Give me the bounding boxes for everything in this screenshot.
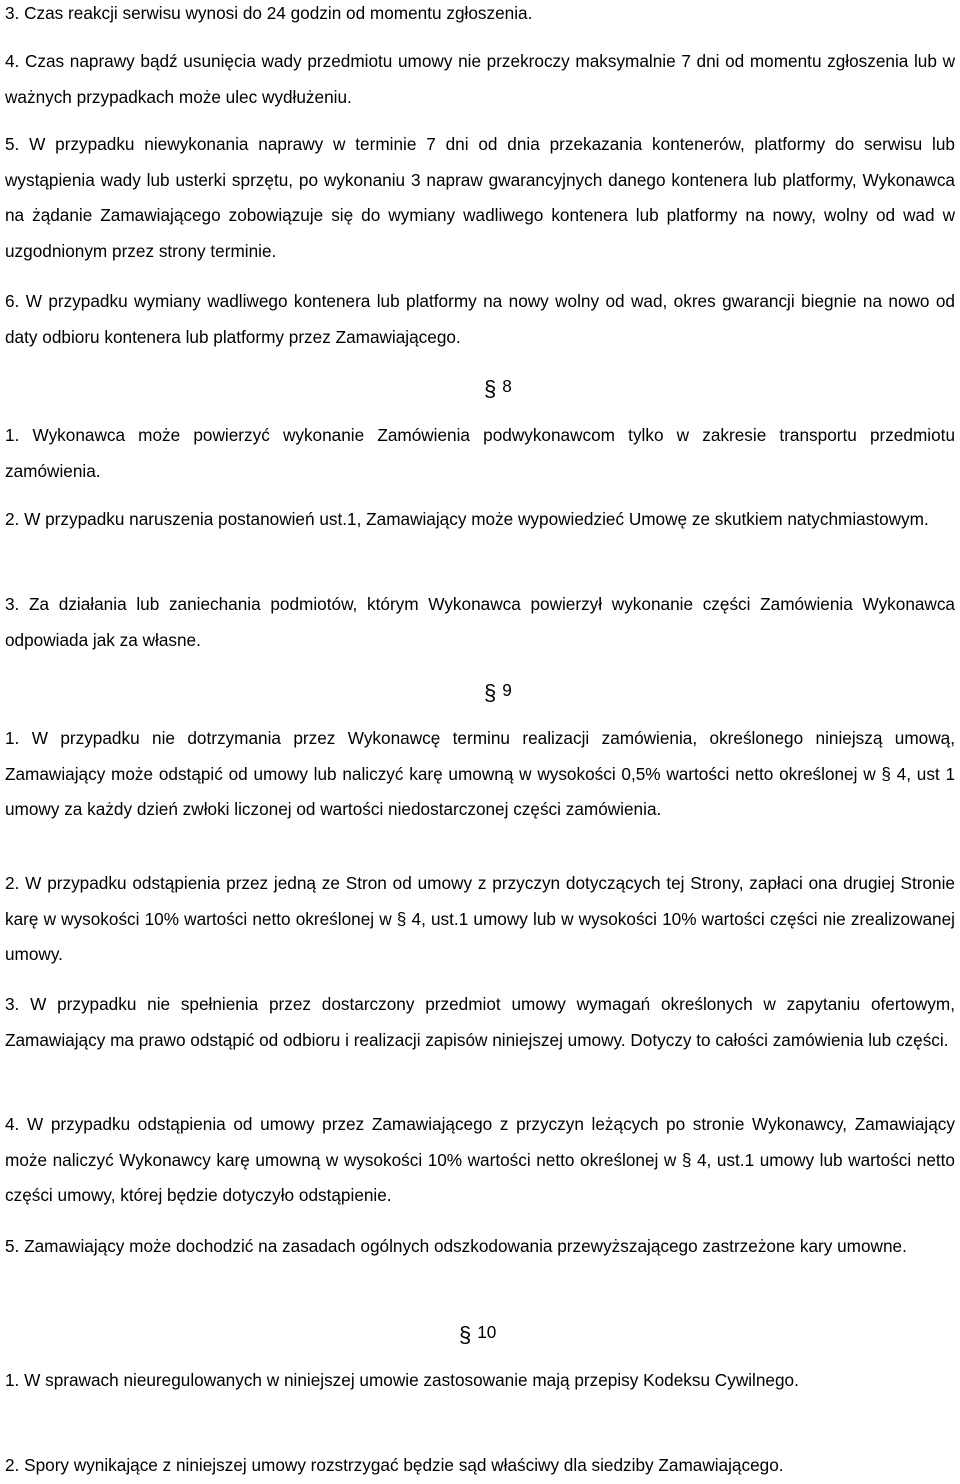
section-sign: §: [484, 376, 497, 401]
section-10-paragraph-1: 1. W sprawach nieuregulowanych w niniejszej umowie zastosowanie mają przepisy Kodeksu Cywilnego.: [5, 1370, 799, 1390]
paragraph-5-replacement: 5. W przypadku niewykonania naprawy w terminie 7 dni od dnia przekazania kontenerów, platformy do serwisu lub wystąpienia wady lub usterki sprzętu, po wykonaniu 3 napraw gwarancyjnych danego kontenera lub platformy, Wykonawca na żądanie Zamawiającego zobowiązuje się do wymiany wadliwego kontenera lub platformy na nowy, wolny od wad w uzgodnionym przez strony terminie.: [5, 134, 955, 261]
section-9-paragraph-5: 5. Zamawiający może dochodzić na zasadach ogólnych odszkodowania przewyższającego zastrzeżone kary umowne.: [5, 1236, 907, 1256]
section-number: 10: [477, 1322, 497, 1342]
section-heading-8: [484, 370, 512, 401]
paragraph-6-warranty-renewal: 6. W przypadku wymiany wadliwego kontenera lub platformy na nowy wolny od wad, okres gwarancji biegnie na nowo od daty odbioru kontenera lub platformy przez Zamawiającego.: [5, 291, 955, 347]
section-10-paragraph-2: 2. Spory wynikające z niniejszej umowy rozstrzygać będzie sąd właściwy dla siedziby Zamawiającego.: [5, 1455, 784, 1475]
section-number: 9: [502, 680, 512, 700]
section-9-paragraph-1: 1. W przypadku nie dotrzymania przez Wykonawcę terminu realizacji zamówienia, określonego niniejszą umową, Zamawiający może odstąpić od umowy lub naliczyć karę umowną w wysokości 0,5% wartości netto określonej w § 4, ust 1 umowy za każdy dzień zwłoki liczonej od wartości niedostarczonej części zamówienia.: [5, 728, 955, 819]
section-heading-9: [484, 674, 512, 705]
section-8-paragraph-3: 3. Za działania lub zaniechania podmiotów, którym Wykonawca powierzył wykonanie części Zamówienia Wykonawca odpowiada jak za własne.: [5, 594, 955, 650]
section-9-paragraph-2: 2. W przypadku odstąpienia przez jedną ze Stron od umowy z przyczyn dotyczących tej Strony, zapłaci ona drugiej Stronie karę w wysokości 10% wartości netto określonej w § 4, ust.1 umowy lub w wysokości 10% wartości części nie zrealizowanej umowy.: [5, 873, 955, 964]
paragraph-4-repair-time: 4. Czas naprawy bądź usunięcia wady przedmiotu umowy nie przekroczy maksymalnie 7 dni od momentu zgłoszenia lub w ważnych przypadkach może ulec wydłużeniu.: [5, 51, 955, 107]
paragraph-3-reaction-time: 3. Czas reakcji serwisu wynosi do 24 godzin od momentu zgłoszenia.: [5, 3, 533, 23]
section-heading-10: [459, 1316, 496, 1347]
section-9-paragraph-3: 3. W przypadku nie spełnienia przez dostarczony przedmiot umowy wymagań określonych w zapytaniu ofertowym, Zamawiający ma prawo odstąpić od odbioru i realizacji zapisów niniejszej umowy. Dotyczy to całości zamówienia lub części.: [5, 994, 955, 1050]
section-sign: §: [459, 1322, 472, 1347]
section-number: 8: [502, 376, 512, 396]
section-8-paragraph-2: 2. W przypadku naruszenia postanowień ust.1, Zamawiający może wypowiedzieć Umowę ze skutkiem natychmiastowym.: [5, 509, 929, 529]
section-8-paragraph-1: 1. Wykonawca może powierzyć wykonanie Zamówienia podwykonawcom tylko w zakresie transportu przedmiotu zamówienia.: [5, 425, 955, 481]
section-9-paragraph-4: 4. W przypadku odstąpienia od umowy przez Zamawiającego z przyczyn leżących po stronie Wykonawcy, Zamawiający może naliczyć Wykonawcy karę umowną w wysokości 10% wartości netto określonej w § 4, ust.1 umowy lub wartości netto części umowy, której będzie dotyczyło odstąpienie.: [5, 1114, 955, 1205]
section-sign: §: [484, 680, 497, 705]
